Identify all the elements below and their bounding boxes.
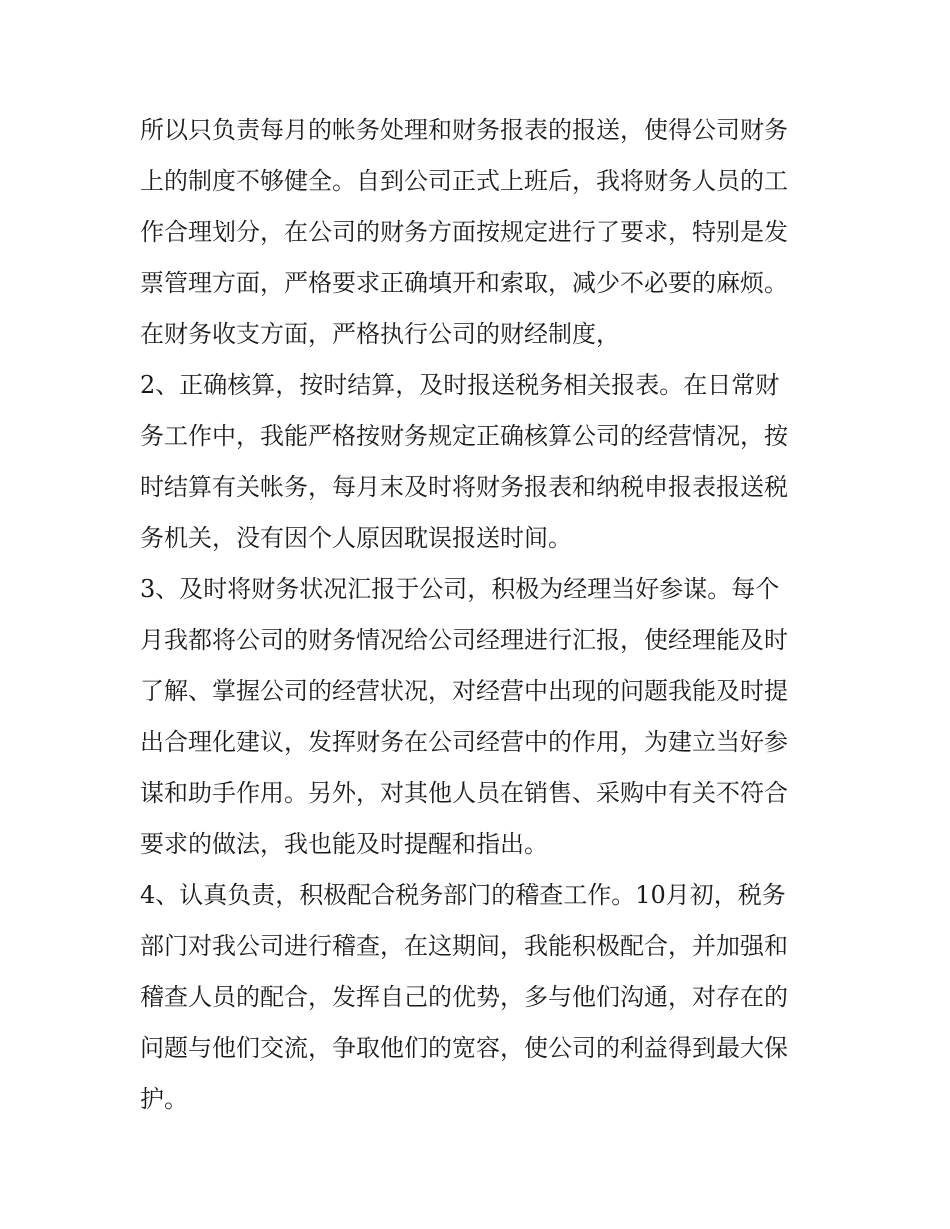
text-line: 谋和助手作用。另外，对其他人员在销售、采购中有关不符合 xyxy=(140,779,788,807)
text-line: 了解、掌握公司的经营状况，对经营中出现的问题我能及时提 xyxy=(140,677,788,705)
text-line: 问题与他们交流，争取他们的宽容，使公司的利益得到最大保 xyxy=(140,1034,788,1062)
paragraph-4 xyxy=(140,870,820,1125)
text-line: 护。 xyxy=(140,1085,188,1113)
text-line: 部门对我公司进行稽查，在这期间，我能积极配合，并加强和 xyxy=(140,932,788,960)
text-line: 在财务收支方面，严格执行公司的财经制度， xyxy=(140,320,620,348)
paragraph-1 xyxy=(140,105,820,360)
document-body xyxy=(140,105,820,1125)
text-line: 稽查人员的配合，发挥自己的优势，多与他们沟通，对存在的 xyxy=(140,983,788,1011)
text-line: 票管理方面，严格要求正确填开和索取，减少不必要的麻烦。 xyxy=(140,269,788,297)
text-line: 4、认真负责，积极配合税务部门的稽查工作。10月初，税务 xyxy=(140,881,786,909)
text-line: 务机关，没有因个人原因耽误报送时间。 xyxy=(140,524,572,552)
text-line: 所以只负责每月的帐务处理和财务报表的报送，使得公司财务 xyxy=(140,116,788,144)
text-line: 2、正确核算，按时结算，及时报送税务相关报表。在日常财 xyxy=(140,371,780,399)
text-line: 务工作中，我能严格按财务规定正确核算公司的经营情况，按 xyxy=(140,422,788,450)
paragraph-2 xyxy=(140,360,820,564)
text-line: 3、及时将财务状况汇报于公司，积极为经理当好参谋。每个 xyxy=(140,575,780,603)
paragraph-3 xyxy=(140,564,820,870)
text-line: 要求的做法，我也能及时提醒和指出。 xyxy=(140,830,548,858)
text-line: 上的制度不够健全。自到公司正式上班后，我将财务人员的工 xyxy=(140,167,788,195)
text-line: 作合理划分，在公司的财务方面按规定进行了要求，特别是发 xyxy=(140,218,788,246)
text-line: 出合理化建议，发挥财务在公司经营中的作用，为建立当好参 xyxy=(140,728,788,756)
text-line: 时结算有关帐务，每月末及时将财务报表和纳税申报表报送税 xyxy=(140,473,788,501)
text-line: 月我都将公司的财务情况给公司经理进行汇报，使经理能及时 xyxy=(140,626,788,654)
